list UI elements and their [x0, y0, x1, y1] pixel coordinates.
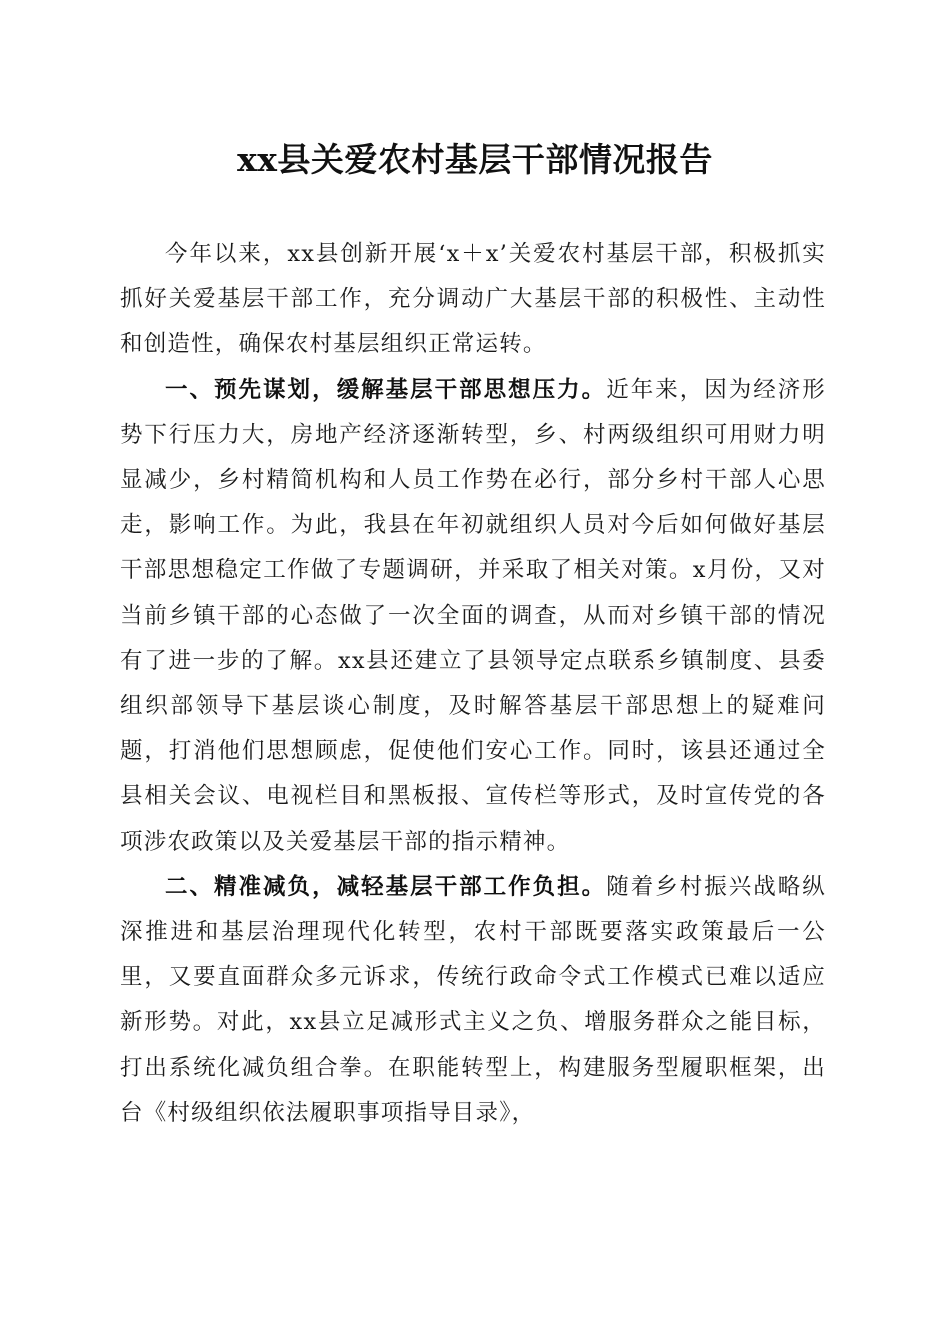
document-body [120, 232, 826, 1136]
paragraph-text: 今年以来，xx县创新开展‘x＋x’关爱农村基层干部，积极抓实抓好关爱基层干部工作，充分调动广大基层干部的积极性、主动性和创造性，确保农村基层组织正常运转。 [120, 241, 826, 358]
paragraph-text: 近年来，因为经济形势下行压力大，房地产经济逐渐转型，乡、村两级组织可用财力明显减少，乡村精简机构和人员工作势在必行，部分乡村干部人心思走，影响工作。为此，我县在年初就组织人员对今后如何做好基层干部思想稳定工作做了专题调研，并采取了相关对策。x月份，又对当前乡镇干部的心态做了一次全面的调查，从而对乡镇干部的情况有了进一步的了解。xx县还建立了县领导定点联系乡镇制度、县委组织部领导下基层谈心制度，及时解答基层干部思想上的疑难问题，打消他们思想顾虑，促使他们安心工作。同时，该县还通过全县相关会议、电视栏目和黑板报、宣传栏等形式，及时宣传党的各项涉农政策以及关爱基层干部的指示精神。 [120, 376, 826, 855]
section-one-heading: 一、预先谋划，缓解基层干部思想压力。 [165, 376, 607, 403]
document-title: xx县关爱农村基层干部情况报告 [237, 140, 713, 179]
section-two-paragraph [120, 865, 826, 1136]
intro-paragraph [120, 232, 826, 368]
paragraph-text: 随着乡村振兴战略纵深推进和基层治理现代化转型，农村干部既要落实政策最后一公里，又要直面群众多元诉求，传统行政命令式工作模式已难以适应新形势。对此，xx县立足减形式主义之负、增服务群众之能目标，打出系统化减负组合拳。在职能转型上，构建服务型履职框架，出台《村级组织依法履职事项指导目录》， [120, 873, 826, 1126]
section-one-paragraph [120, 368, 826, 865]
section-two-heading: 二、精准减负，减轻基层干部工作负担。 [165, 873, 607, 900]
